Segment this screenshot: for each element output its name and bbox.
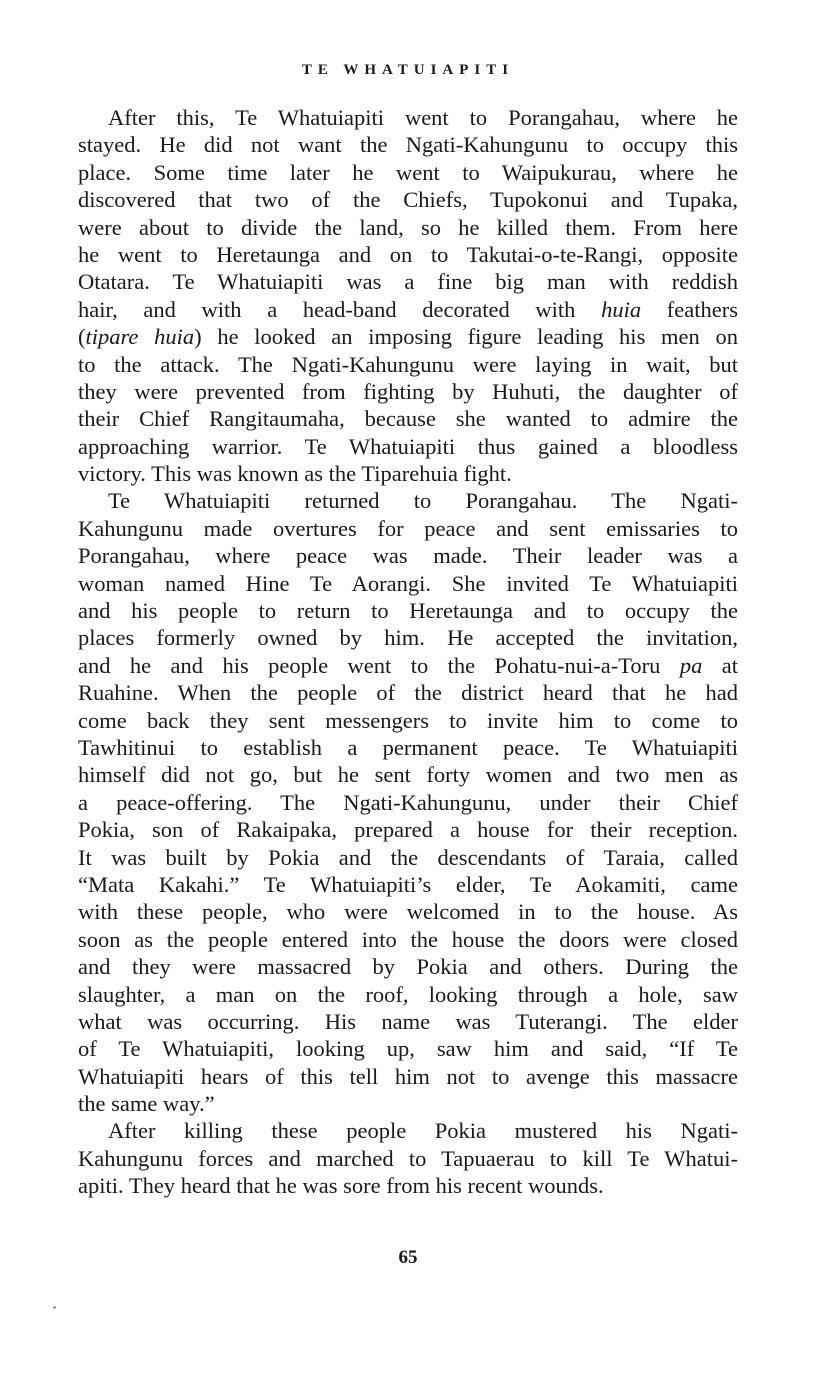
text-line: and his people to return to Heretaunga and to occupy the bbox=[78, 598, 738, 624]
text-line: and he and his people went to the Pohatu-nui-a-Toru pa at bbox=[78, 652, 738, 678]
text-line: he went to Heretaunga and on to Takutai-o-te-Rangi, opposite bbox=[78, 241, 738, 267]
text-line: what was occurring. His name was Tuterangi. The elder bbox=[78, 1008, 738, 1034]
text-line: place. Some time later he went to Waipukurau, where he bbox=[78, 159, 738, 185]
text-line: a peace-offering. The Ngati-Kahungunu, under their Chief bbox=[78, 789, 738, 815]
text-line: and they were massacred by Pokia and others. During the bbox=[78, 954, 738, 980]
text-line: approaching warrior. Te Whatuiapiti thus gained a bloodless bbox=[78, 433, 738, 459]
text-line: soon as the people entered into the house the doors were closed bbox=[78, 926, 738, 952]
scan-speck bbox=[53, 1306, 56, 1309]
text-line: himself did not go, but he sent forty women and two men as bbox=[78, 762, 738, 788]
text-line: slaughter, a man on the roof, looking through a hole, saw bbox=[78, 981, 738, 1007]
running-head: TE WHATUIAPITI bbox=[301, 62, 515, 78]
text-line: After killing these people Pokia mustered his Ngati- bbox=[108, 1118, 738, 1144]
text-line: victory. This was known as the Tiparehuia fight. bbox=[78, 461, 512, 487]
text-line: places formerly owned by him. He accepted the invitation, bbox=[78, 625, 738, 651]
text-line: with these people, who were welcomed in to the house. As bbox=[78, 899, 738, 925]
text-line: Kahungunu forces and marched to Tapuaerau to kill Te Whatui- bbox=[78, 1145, 738, 1171]
body-text bbox=[78, 104, 738, 1200]
text-line: After this, Te Whatuiapiti went to Porangahau, where he bbox=[108, 105, 738, 130]
text-line: Ruahine. When the people of the district heard that he had bbox=[78, 680, 738, 706]
text-line: apiti. They heard that he was sore from his recent wounds. bbox=[78, 1173, 604, 1199]
text-line: Pokia, son of Rakaipaka, prepared a house for their reception. bbox=[78, 817, 738, 843]
text-line: Otatara. Te Whatuiapiti was a fine big man with reddish bbox=[78, 269, 738, 295]
text-line: hair, and with a head-band decorated with huia feathers bbox=[78, 296, 739, 322]
text-line: Kahungunu made overtures for peace and sent emissaries to bbox=[78, 515, 738, 541]
text-line: It was built by Pokia and the descendants of Taraia, called bbox=[78, 844, 738, 870]
text-line: Te Whatuiapiti returned to Porangahau. The Ngati- bbox=[108, 488, 738, 514]
text-line: were about to divide the land, so he killed them. From here bbox=[78, 214, 738, 240]
text-line: come back they sent messengers to invite him to come to bbox=[78, 707, 738, 733]
text-line: Tawhitinui to establish a permanent peace. Te Whatuiapiti bbox=[78, 734, 738, 760]
text-line: (tipare huia) he looked an imposing figure leading his men on bbox=[78, 324, 738, 350]
text-line: Whatuiapiti hears of this tell him not to avenge this massacre bbox=[78, 1063, 738, 1089]
text-line: to the attack. The Ngati-Kahungunu were laying in wait, but bbox=[78, 351, 738, 377]
page-number: 65 bbox=[398, 1247, 418, 1268]
text-line: stayed. He did not want the Ngati-Kahungunu to occupy this bbox=[78, 132, 738, 158]
text-line: their Chief Rangitaumaha, because she wanted to admire the bbox=[78, 406, 738, 432]
text-line: Porangahau, where peace was made. Their leader was a bbox=[78, 543, 738, 569]
text-line: of Te Whatuiapiti, looking up, saw him and said, “If Te bbox=[78, 1036, 738, 1062]
text-line: woman named Hine Te Aorangi. She invited Te Whatuiapiti bbox=[78, 570, 738, 596]
text-line: “Mata Kakahi.” Te Whatuiapiti’s elder, Te Aokamiti, came bbox=[78, 871, 738, 897]
text-line: they were prevented from fighting by Huhuti, the daughter of bbox=[78, 378, 738, 404]
text-line: discovered that two of the Chiefs, Tupokonui and Tupaka, bbox=[78, 187, 738, 213]
text-line: the same way.” bbox=[78, 1091, 215, 1117]
book-page bbox=[78, 0, 738, 1400]
